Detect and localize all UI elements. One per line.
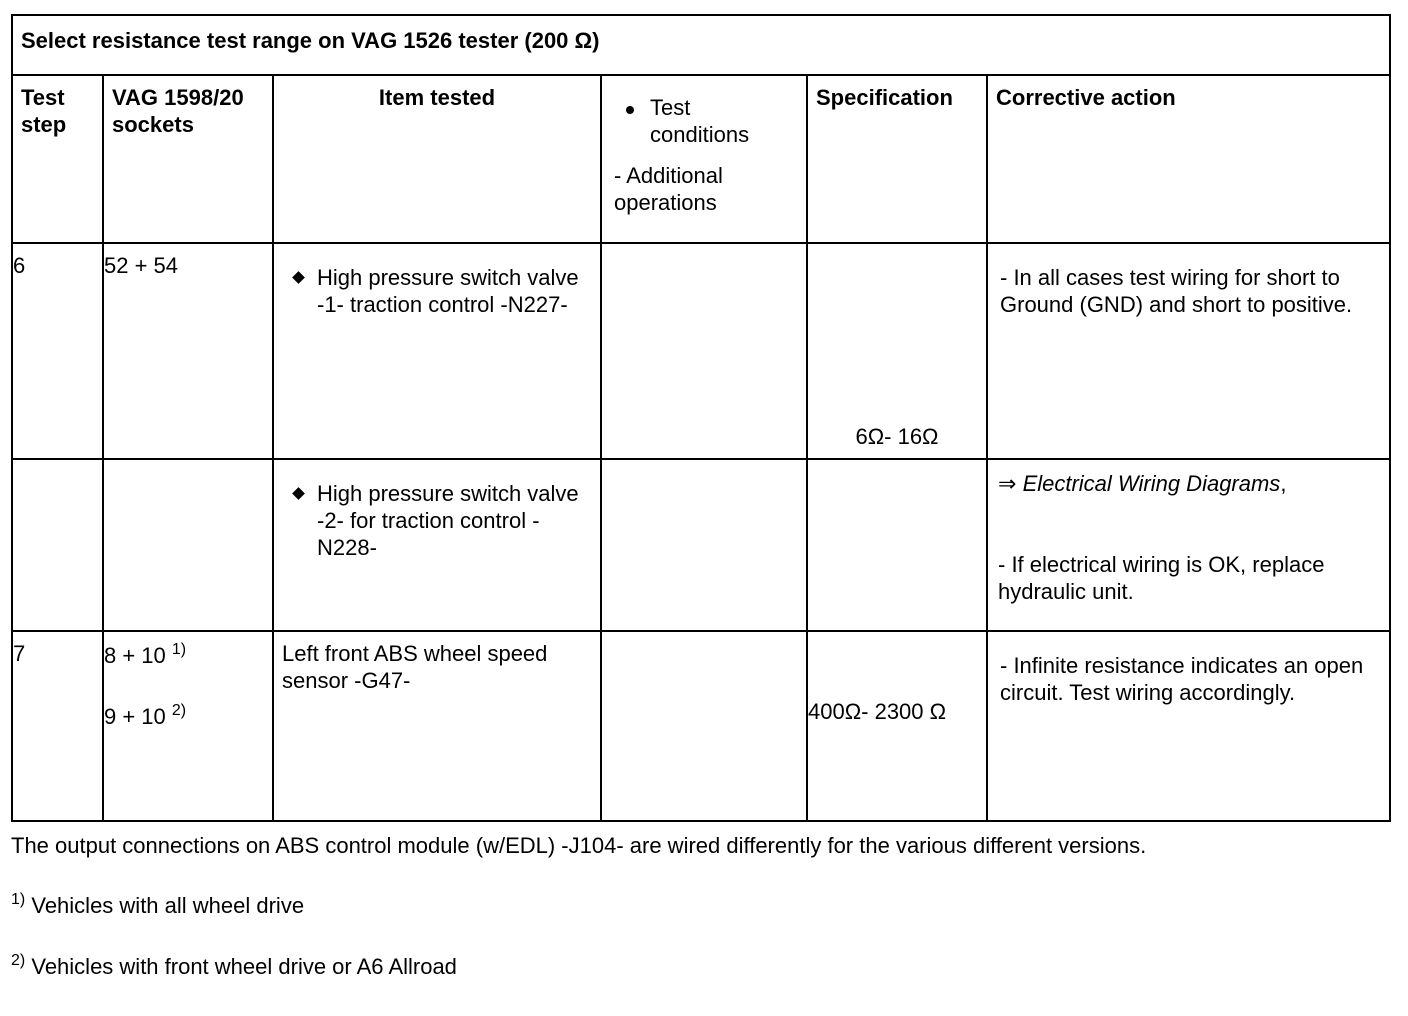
sockets-value: 9 + 10	[104, 704, 166, 729]
footnote-ref: 2)	[171, 702, 187, 719]
corrective-action-text: - If electrical wiring is OK, replace hydraulic unit.	[998, 552, 1325, 604]
sockets-cell: 52 + 54	[103, 243, 273, 459]
link-suffix: ,	[1280, 471, 1287, 496]
specification-cell	[807, 459, 987, 631]
wiring-diagrams-link[interactable]: Electrical Wiring Diagrams	[1022, 471, 1281, 496]
footnote-text: Vehicles with all wheel drive	[31, 893, 305, 918]
footnote-marker: 2)	[11, 952, 26, 969]
table-row	[12, 631, 1390, 821]
corrective-action-cell: - In all cases test wiring for short to Ground (GND) and short to positive.	[987, 243, 1390, 459]
test-conditions-cell	[601, 631, 807, 821]
note-output-connections: The output connections on ABS control module (w/EDL) -J104- are wired differently for the various different versions.	[11, 833, 1147, 858]
header-test-conditions-cell	[601, 75, 807, 243]
header-test-step: Test step	[12, 75, 103, 243]
header-row	[12, 75, 1390, 243]
footnote-ref: 1)	[171, 641, 187, 658]
footnote-1	[11, 893, 304, 919]
arrow-right-icon: ⇒	[998, 471, 1017, 496]
sockets-line-1	[104, 642, 272, 669]
item-tested-cell	[273, 243, 601, 459]
test-conditions-cell	[601, 243, 807, 459]
corrective-action-cell: - Infinite resistance indicates an open circuit. Test wiring accordingly.	[987, 631, 1390, 821]
specification-cell: 400Ω- 2300 Ω	[807, 631, 987, 821]
sockets-line-2	[104, 703, 272, 730]
test-range-title: Select resistance test range on VAG 1526 tester (200 Ω)	[12, 15, 1390, 75]
range-row	[12, 15, 1390, 75]
test-conditions-list	[602, 94, 806, 148]
specification-cell	[807, 243, 987, 459]
sockets-cell	[103, 459, 273, 631]
item-tested-cell: Left front ABS wheel speed sensor -G47-	[273, 631, 601, 821]
corrective-action-cell	[987, 459, 1390, 631]
diamond-bullet-icon	[292, 271, 305, 284]
test-conditions-cell	[601, 459, 807, 631]
footnote-2	[11, 954, 457, 980]
test-step-cell: 7	[12, 631, 103, 821]
diamond-bullet-icon	[292, 487, 305, 500]
wiring-diagrams-reference[interactable]	[998, 470, 1377, 497]
footnote-text: Vehicles with front wheel drive or A6 Allroad	[31, 954, 457, 979]
sockets-cell	[103, 631, 273, 821]
spacer	[104, 669, 272, 703]
sockets-value: 8 + 10	[104, 643, 166, 668]
header-corrective-action: Corrective action	[987, 75, 1390, 243]
test-step-cell	[12, 459, 103, 631]
header-sockets: VAG 1598/20 sockets	[103, 75, 273, 243]
item-tested-cell	[273, 459, 601, 631]
footnote-marker: 1)	[11, 891, 26, 908]
header-specification: Specification	[807, 75, 987, 243]
table-row	[12, 459, 1390, 631]
specification-value: 6Ω- 16Ω	[855, 424, 939, 449]
table-row	[12, 243, 1390, 459]
item-tested-text: High pressure switch valve -1- traction control -N227-	[317, 265, 579, 317]
item-tested-text: High pressure switch valve -2- for traction control -N228-	[317, 481, 579, 560]
bullet-icon	[626, 106, 634, 114]
test-step-cell: 6	[12, 243, 103, 459]
resistance-test-table	[11, 14, 1391, 822]
header-item-tested: Item tested	[273, 75, 601, 243]
header-test-conditions: Test conditions	[650, 95, 750, 147]
header-additional-operations: - Additional operations	[614, 163, 723, 215]
